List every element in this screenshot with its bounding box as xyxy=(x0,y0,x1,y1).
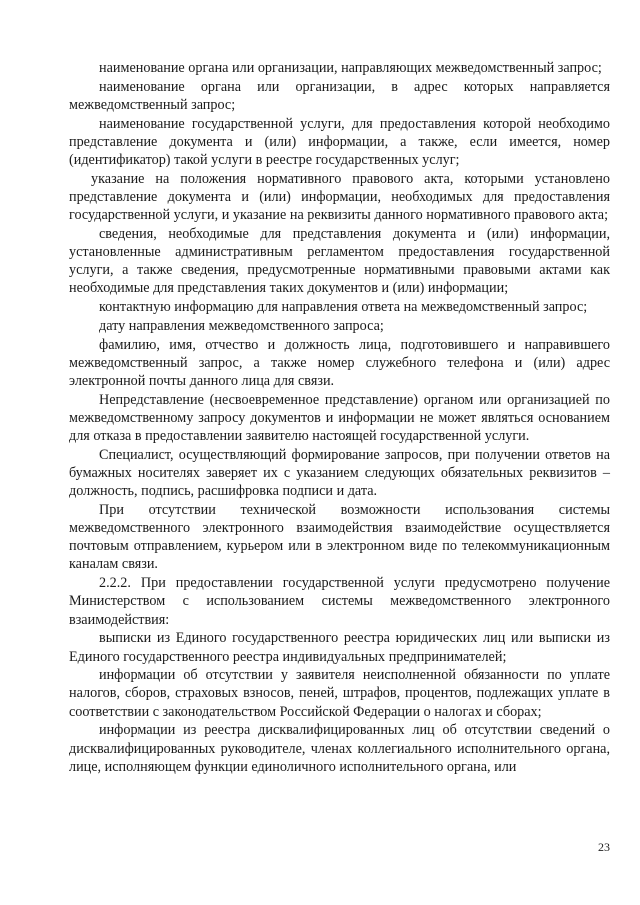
paragraph: наименование органа или организации, направляющих межведомственный запрос; xyxy=(99,60,602,76)
paragraph: сведения, необходимые для представления документа и (или) информации, установленные административным регламентом предоставления государственной услуги, а также сведения, предусмотренные нормативными правовыми актами как необходимые для представления таких документов и (или) информации; xyxy=(69,225,610,297)
paragraph: выписки из Единого государственного реестра юридических лиц или выписки из Единого государственного реестра индивидуальных предпринимателей; xyxy=(69,630,610,665)
body-text xyxy=(69,59,610,776)
paragraph: 2.2.2. При предоставлении государственной услуги предусмотрено получение Министерством с использованием системы межведомственного электронного взаимодействия: xyxy=(69,575,610,628)
paragraph: дату направления межведомственного запроса; xyxy=(99,317,384,334)
paragraph: наименование государственной услуги, для предоставления которой необходимо представление документа и (или) информации, а также, если имеется, номер (идентификатор) такой услуги в реестре государственных услуг; xyxy=(69,115,610,169)
paragraph: наименование органа или организации, в адрес которых направляется межведомственный запрос; xyxy=(69,78,610,113)
paragraph: фамилию, имя, отчество и должность лица, подготовившего и направившего межведомственный запрос, а также номер служебного телефона и (или) адрес электронной почты данного лица для связи. xyxy=(69,336,610,389)
paragraph: Непредставление (несвоевременное представление) органом или организацией по межведомственному запросу документов и информации не может являться основанием для отказа в предоставлении заявителю настоящей государственной услуги. xyxy=(69,391,610,445)
paragraph: информации из реестра дисквалифицированных лиц об отсутствии сведений о дисквалифицированных руководителе, членах коллегиального исполнительного органа, лице, исполняющем функции единоличного исполнительного органа, или xyxy=(69,722,610,775)
paragraph: информации об отсутствии у заявителя неисполненной обязанности по уплате налогов, сборов, страховых взносов, пеней, штрафов, процентов, подлежащих уплате в соответствии с законодательством Российской Федерации о налогах и сборах; xyxy=(69,667,610,720)
page-number: 23 xyxy=(598,840,610,854)
paragraph: контактную информацию для направления ответа на межведомственный запрос; xyxy=(99,299,588,316)
paragraph: Специалист, осуществляющий формирование запросов, при получении ответов на бумажных носителях заверяет их с указанием следующих обязательных реквизитов – должность, подпись, расшифровка подписи и дата. xyxy=(69,446,610,500)
paragraph: При отсутствии технической возможности использования системы межведомственного электронного взаимодействия взаимодействие осуществляется почтовым отправлением, курьером или в электронном виде по телекоммуникационным каналам связи. xyxy=(69,501,610,573)
paragraph: указание на положения нормативного правового акта, которыми установлено представление документа и (или) информации, необходимых для предоставления государственной услуги, и указание на реквизиты данного нормативного правового акта; xyxy=(69,170,610,224)
